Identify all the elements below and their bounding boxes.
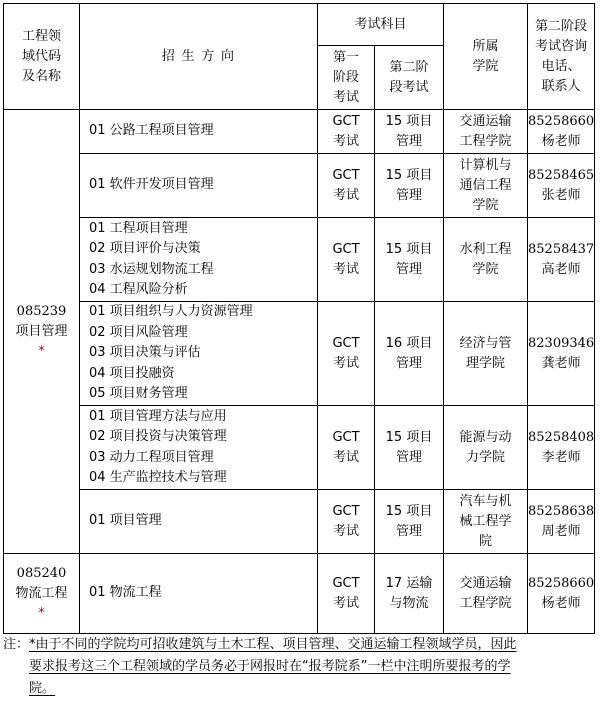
second-exam-cell: 15 项目 管理: [375, 406, 444, 490]
footnote-label: 注：: [3, 637, 30, 652]
header-field-code: 工程领 域代码 及名称: [4, 4, 80, 110]
first-exam-cell: GCT 考试: [318, 110, 375, 154]
contact-cell: 82309346 龚老师: [528, 302, 595, 406]
contact-cell: 85258660 杨老师: [528, 110, 595, 154]
first-exam-cell: GCT 考试: [318, 554, 375, 634]
school-cell: 交通运输 工程学院: [444, 554, 528, 634]
footnote-line-3: 院。: [29, 681, 56, 696]
second-exam-cell: 15 项目 管理: [375, 218, 444, 302]
first-exam-cell: GCT 考试: [318, 406, 375, 490]
school-cell: 汽车与机 械工程学 院: [444, 490, 528, 554]
header-contact: 第二阶段 考试咨询 电话、 联系人: [528, 4, 595, 110]
header-school: 所属 学院: [444, 4, 528, 110]
direction-cell: 01 工程项目管理 02 项目评价与决策 03 水运规划物流工程 04 工程风险分析: [80, 218, 318, 302]
direction-cell: 01 软件开发项目管理: [80, 154, 318, 218]
required-mark: *: [38, 343, 45, 359]
second-exam-cell: 15 项目 管理: [375, 154, 444, 218]
table-row: [4, 406, 595, 490]
contact-cell: 85258465 张老师: [528, 154, 595, 218]
header-direction: 招 生 方 向: [80, 4, 318, 110]
footnote: [3, 634, 593, 700]
school-cell: 经济与管 理学院: [444, 302, 528, 406]
required-mark: *: [38, 605, 45, 621]
enrollment-table: [3, 3, 595, 634]
direction-cell: 01 项目管理: [80, 490, 318, 554]
table-row: [4, 110, 595, 154]
header-exam-first: 第一 阶段 考试: [318, 46, 375, 110]
footnote-line-1: *由于不同的学院均可招收建筑与土木工程、项目管理、交通运输工程领域学员，因此: [29, 637, 517, 652]
contact-cell: 85258638 周老师: [528, 490, 595, 554]
school-cell: 计算机与 通信工程 学院: [444, 154, 528, 218]
first-exam-cell: GCT 考试: [318, 154, 375, 218]
contact-cell: 85258660 杨老师: [528, 554, 595, 634]
second-exam-cell: 15 项目 管理: [375, 110, 444, 154]
school-cell: 水利工程 学院: [444, 218, 528, 302]
field-cell: 085240 物流工程 *: [4, 554, 80, 634]
direction-cell: 01 项目组织与人力资源管理 02 项目风险管理 03 项目决策与评估 04 项目投融资 05 项目财务管理: [80, 302, 318, 406]
first-exam-cell: GCT 考试: [318, 302, 375, 406]
footnote-line-2: 要求报考这三个工程领域的学员务必于网报时在“报考院系”一栏中注明所要报考的学: [29, 659, 511, 674]
first-exam-cell: GCT 考试: [318, 490, 375, 554]
direction-cell: 01 公路工程项目管理: [80, 110, 318, 154]
field-cell: 085239 项目管理 *: [4, 110, 80, 554]
header-exam-second: 第二阶 段考试: [375, 46, 444, 110]
table-row: [4, 490, 595, 554]
first-exam-cell: GCT 考试: [318, 218, 375, 302]
second-exam-cell: 17 运输 与物流: [375, 554, 444, 634]
contact-cell: 85258437 高老师: [528, 218, 595, 302]
table-row: [4, 302, 595, 406]
table-row: [4, 554, 595, 634]
contact-cell: 85258408 李老师: [528, 406, 595, 490]
second-exam-cell: 15 项目 管理: [375, 490, 444, 554]
direction-cell: 01 项目管理方法与应用 02 项目投资与决策管理 03 动力工程项目管理 04 生产监控技术与管理: [80, 406, 318, 490]
school-cell: 交通运输 工程学院: [444, 110, 528, 154]
header-exam-subjects: 考试科目: [318, 4, 444, 46]
direction-cell: 01 物流工程: [80, 554, 318, 634]
table-row: [4, 218, 595, 302]
table-row: [4, 154, 595, 218]
second-exam-cell: 16 项目 管理: [375, 302, 444, 406]
school-cell: 能源与动 力学院: [444, 406, 528, 490]
